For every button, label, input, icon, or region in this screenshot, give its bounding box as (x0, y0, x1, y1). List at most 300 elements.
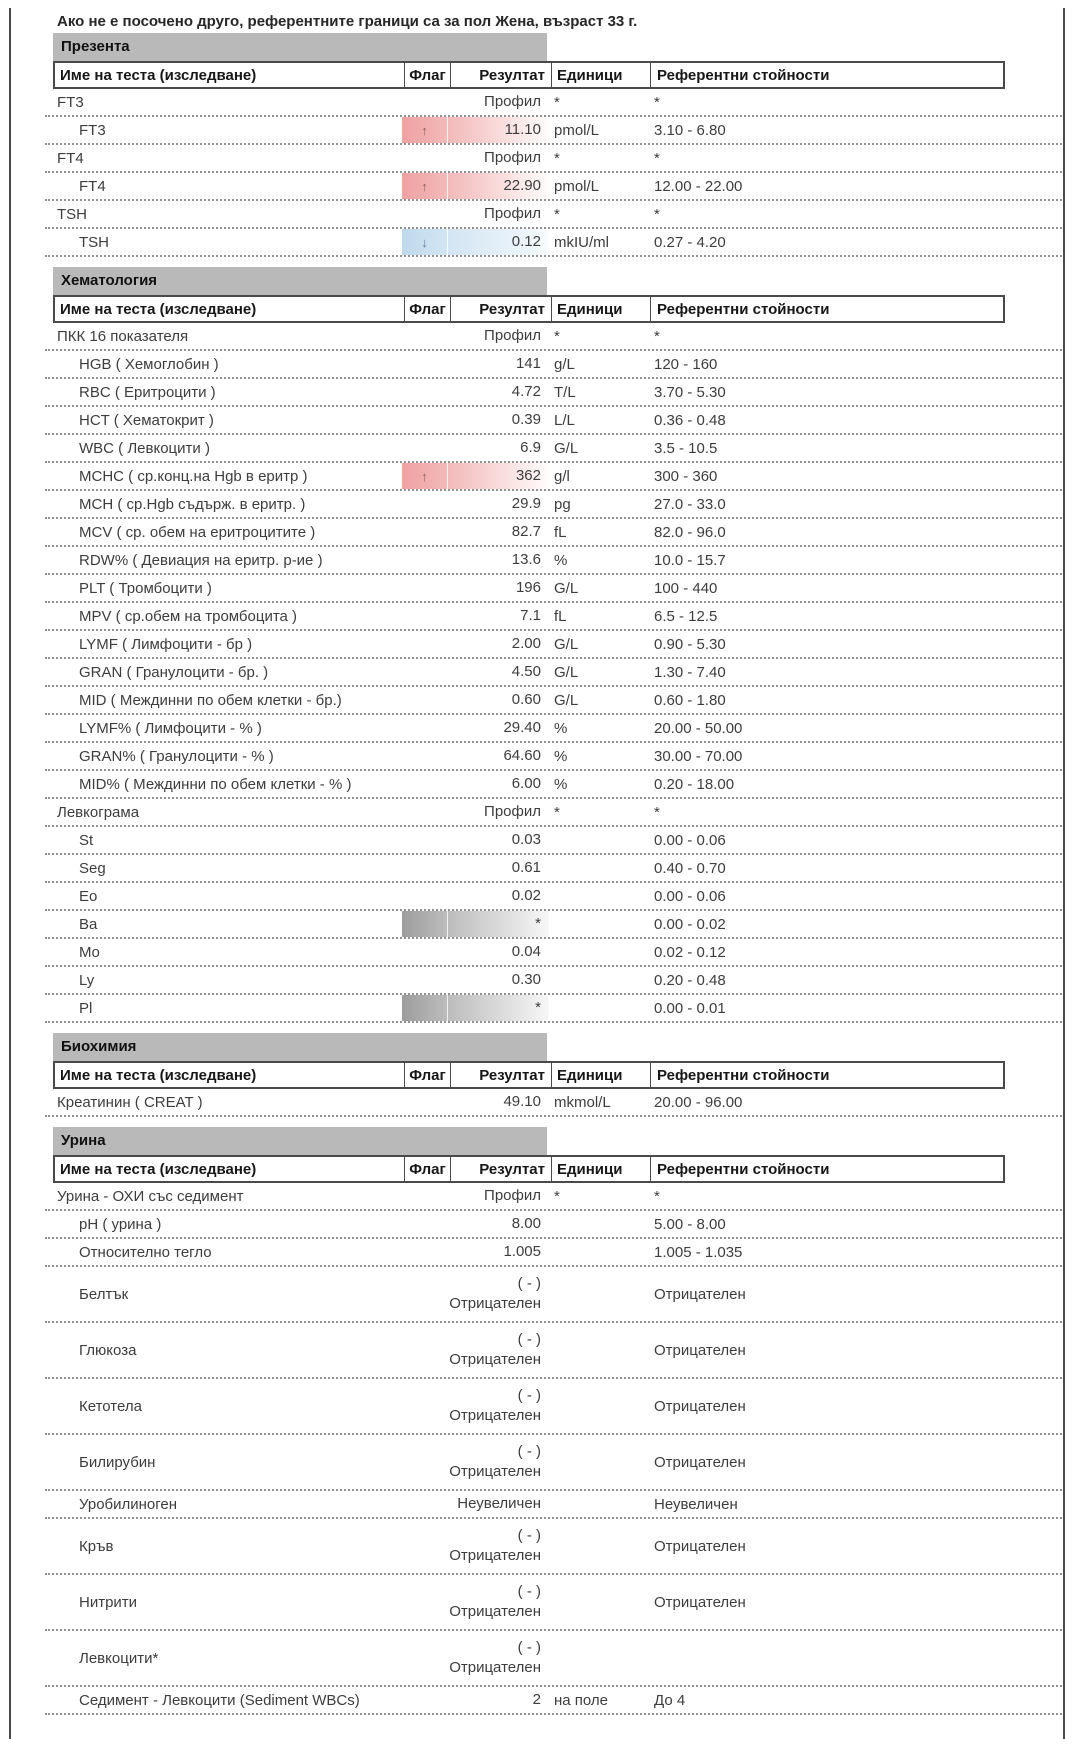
reference-range: До 4 (654, 1691, 686, 1709)
flag-cell (402, 575, 448, 601)
flag-cell (402, 379, 448, 405)
result-cell (448, 1323, 549, 1377)
flag-cell (402, 771, 448, 797)
result-value: 0.04 (511, 943, 541, 960)
result-value: 11.10 (504, 121, 541, 138)
table-header-row (53, 295, 1005, 323)
reference-range: 20.00 - 50.00 (654, 719, 743, 737)
result-cell (448, 855, 549, 881)
units-value (549, 883, 648, 909)
result-value: 2 (532, 1691, 541, 1708)
test-name: Eo (79, 887, 98, 905)
test-row (45, 1519, 1062, 1575)
table-header-row (53, 61, 1005, 89)
units-value: % (554, 719, 568, 737)
result-cell (448, 939, 549, 965)
row-spacer (1005, 145, 1062, 171)
result-value: 0.03 (511, 831, 541, 848)
units-value: G/L (554, 635, 579, 653)
test-name: Креатинин ( CREAT ) (57, 1093, 203, 1111)
units-value: на поле (554, 1691, 609, 1709)
units-value (549, 911, 648, 937)
result-cell (448, 547, 549, 573)
column-header-test-name: Име на теста (изследване) (60, 1066, 257, 1084)
section-title: Биохимия (53, 1033, 547, 1061)
row-spacer (1005, 995, 1062, 1021)
section-title: Хематология (53, 267, 547, 295)
result-value: 8.00 (511, 1215, 541, 1232)
test-row (45, 491, 1062, 519)
reference-range: * (654, 93, 660, 111)
reference-range: 0.36 - 0.48 (654, 411, 726, 429)
flag-cell (402, 117, 448, 143)
result-value-line2: Отрицателен (449, 1603, 541, 1620)
result-cell (448, 1631, 549, 1685)
result-value: 29.9 (511, 495, 541, 512)
test-row (45, 89, 1062, 117)
reference-range: 0.90 - 5.30 (654, 635, 726, 653)
row-spacer (1005, 323, 1062, 349)
result-value: ( - ) (517, 1527, 541, 1544)
test-row (45, 715, 1062, 743)
reference-range: 27.0 - 33.0 (654, 495, 726, 513)
test-name: Левкоцити* (79, 1649, 159, 1667)
test-row (45, 323, 1062, 351)
row-spacer (1005, 1491, 1062, 1517)
units-value: * (554, 803, 560, 821)
lab-report-sections (0, 33, 1080, 1715)
result-value: ( - ) (517, 1583, 541, 1600)
test-row (45, 1089, 1062, 1117)
column-header-test-name: Име на теста (изследване) (60, 66, 257, 84)
test-name: Билирубин (79, 1453, 156, 1471)
test-name: FT4 (57, 149, 84, 167)
reference-range: Отрицателен (654, 1537, 746, 1555)
result-value: 4.50 (511, 663, 541, 680)
units-value: % (554, 747, 568, 765)
reference-range: Отрицателен (654, 1341, 746, 1359)
test-name: ПКК 16 показателя (57, 327, 189, 345)
reference-range: * (654, 1187, 660, 1205)
result-value: 64.60 (503, 747, 541, 764)
reference-range: Неувеличен (654, 1495, 738, 1513)
reference-range: 300 - 360 (654, 467, 718, 485)
test-row (45, 201, 1062, 229)
test-name: LYMF ( Лимфоцити - бр ) (79, 635, 253, 653)
flag-cell (402, 1379, 448, 1433)
row-spacer (1005, 1323, 1062, 1377)
result-value: 0.60 (511, 691, 541, 708)
result-value: 196 (515, 579, 541, 596)
test-row (45, 883, 1062, 911)
flag-cell (402, 631, 448, 657)
units-value (549, 1211, 648, 1237)
result-cell (448, 435, 549, 461)
row-spacer (1005, 379, 1062, 405)
result-cell (448, 351, 549, 377)
reference-range: 1.30 - 7.40 (654, 663, 726, 681)
units-value: g/L (554, 355, 575, 373)
flag-cell (402, 1323, 448, 1377)
result-value: 0.39 (511, 411, 541, 428)
test-name: RBC ( Еритроцити ) (79, 383, 216, 401)
result-cell (448, 117, 549, 143)
units-value: T/L (554, 383, 576, 401)
flag-arrow-icon: ↑ (421, 122, 428, 138)
section-title: Презента (53, 33, 547, 61)
result-value: Профил (484, 327, 541, 344)
row-spacer (1005, 1575, 1062, 1629)
row-spacer (1005, 1211, 1062, 1237)
row-spacer (1005, 715, 1062, 741)
row-spacer (1005, 855, 1062, 881)
flag-cell (402, 173, 448, 199)
test-row (45, 911, 1062, 939)
test-name: FT4 (79, 177, 106, 195)
test-name: MCV ( ср. обем на еритроцитите ) (79, 523, 316, 541)
flag-cell (402, 1435, 448, 1489)
units-value: G/L (554, 691, 579, 709)
result-value: Профил (484, 1187, 541, 1204)
result-cell (448, 883, 549, 909)
flag-cell (402, 201, 448, 227)
result-cell (448, 1239, 549, 1265)
test-row (45, 1323, 1062, 1379)
result-value: ( - ) (517, 1387, 541, 1404)
flag-cell (402, 1183, 448, 1209)
reference-range: 0.40 - 0.70 (654, 859, 726, 877)
test-row (45, 519, 1062, 547)
units-value: g/l (554, 467, 570, 485)
row-spacer (1005, 519, 1062, 545)
column-header-reference: Референтни стойности (650, 1063, 1003, 1087)
test-row (45, 117, 1062, 145)
result-cell (448, 799, 549, 825)
test-row (45, 967, 1062, 995)
result-cell (448, 519, 549, 545)
test-name: GRAN ( Гранулоцити - бр. ) (79, 663, 269, 681)
units-value: * (554, 327, 560, 345)
test-row (45, 229, 1062, 257)
report-section (0, 1127, 1080, 1715)
result-value: 0.30 (511, 971, 541, 988)
result-cell (448, 603, 549, 629)
row-spacer (1005, 603, 1062, 629)
units-value: fL (554, 523, 567, 541)
reference-range: 3.10 - 6.80 (654, 121, 726, 139)
flag-cell (402, 491, 448, 517)
result-cell (448, 1211, 549, 1237)
test-name: PLT ( Тромбоцити ) (79, 579, 212, 597)
units-value: % (554, 551, 568, 569)
result-value-line2: Отрицателен (449, 1547, 541, 1564)
result-value: 6.00 (511, 775, 541, 792)
test-row (45, 463, 1062, 491)
test-name: TSH (57, 205, 87, 223)
flag-cell (402, 967, 448, 993)
test-row (45, 603, 1062, 631)
test-row (45, 659, 1062, 687)
flag-cell (402, 1089, 448, 1115)
test-name: MCH ( ср.Hgb съдърж. в еритр. ) (79, 495, 306, 513)
test-name: Кръв (79, 1537, 114, 1555)
flag-cell (402, 1267, 448, 1321)
units-value: pmol/L (554, 121, 600, 139)
flag-cell (402, 883, 448, 909)
test-name: Mo (79, 943, 100, 961)
flag-cell (402, 229, 448, 255)
row-spacer (1005, 547, 1062, 573)
row-spacer (1005, 463, 1062, 489)
test-name: HGB ( Хемоглобин ) (79, 355, 219, 373)
row-spacer (1005, 1267, 1062, 1321)
reference-range: 3.70 - 5.30 (654, 383, 726, 401)
test-name: Seg (79, 859, 106, 877)
result-value-line2: Отрицателен (449, 1407, 541, 1424)
result-cell (448, 687, 549, 713)
result-cell (448, 659, 549, 685)
test-row (45, 827, 1062, 855)
units-value (549, 939, 648, 965)
result-value: 1.005 (503, 1243, 541, 1260)
row-spacer (1005, 799, 1062, 825)
result-value: 82.7 (511, 523, 541, 540)
flag-cell (402, 855, 448, 881)
test-row (45, 145, 1062, 173)
test-name: WBC ( Левкоцити ) (79, 439, 210, 457)
result-cell (448, 631, 549, 657)
table-header-row (53, 1061, 1005, 1089)
row-spacer (1005, 967, 1062, 993)
result-value: 4.72 (511, 383, 541, 400)
units-value (549, 1323, 648, 1377)
test-row (45, 687, 1062, 715)
column-header-test-name: Име на теста (изследване) (60, 1160, 257, 1178)
units-value (549, 1491, 648, 1517)
column-header-test-name: Име на теста (изследване) (60, 300, 257, 318)
units-value: * (554, 149, 560, 167)
test-row (45, 1575, 1062, 1631)
reference-range: 0.60 - 1.80 (654, 691, 726, 709)
section-rows (45, 1089, 1062, 1117)
result-cell (448, 173, 549, 199)
test-row (45, 1631, 1062, 1687)
test-name: Ly (79, 971, 95, 989)
flag-cell (402, 715, 448, 741)
test-name: TSH (79, 233, 109, 251)
result-value: 7.1 (520, 607, 541, 624)
row-spacer (1005, 743, 1062, 769)
test-name: MPV ( ср.обем на тромбоцита ) (79, 607, 298, 625)
result-value: 6.9 (520, 439, 541, 456)
result-value: 362 (515, 467, 541, 484)
test-row (45, 575, 1062, 603)
reference-range: Отрицателен (654, 1593, 746, 1611)
flag-cell (402, 351, 448, 377)
units-value: * (554, 205, 560, 223)
column-header-units: Единици (551, 297, 650, 321)
reference-range: 1.005 - 1.035 (654, 1243, 743, 1261)
test-name: Уробилиноген (79, 1495, 178, 1513)
test-name: MID ( Междинни по обем клетки - бр.) (79, 691, 342, 709)
test-name: FT3 (79, 121, 106, 139)
test-name: HCT ( Хематокрит ) (79, 411, 214, 429)
result-cell (448, 1379, 549, 1433)
test-name: Левкограма (57, 803, 140, 821)
test-row (45, 995, 1062, 1023)
test-name: Глюкоза (79, 1341, 137, 1359)
result-cell (448, 743, 549, 769)
row-spacer (1005, 575, 1062, 601)
result-value-line2: Отрицателен (449, 1659, 541, 1676)
units-value: fL (554, 607, 567, 625)
test-name: RDW% ( Девиация на еритр. р-ие ) (79, 551, 323, 569)
flag-cell (402, 1211, 448, 1237)
section-rows (45, 1183, 1062, 1715)
test-name: Белтък (79, 1285, 129, 1303)
row-spacer (1005, 89, 1062, 115)
row-spacer (1005, 883, 1062, 909)
column-header-flag: Флаг (404, 1063, 450, 1087)
test-row (45, 1267, 1062, 1323)
units-value: pg (554, 495, 571, 513)
test-name: St (79, 831, 94, 849)
flag-cell (402, 659, 448, 685)
row-spacer (1005, 1183, 1062, 1209)
units-value: pmol/L (554, 177, 600, 195)
test-row (45, 1239, 1062, 1267)
column-header-reference: Референтни стойности (650, 1157, 1003, 1181)
column-header-flag: Флаг (404, 297, 450, 321)
reference-range: * (654, 803, 660, 821)
units-value (549, 827, 648, 853)
flag-cell (402, 145, 448, 171)
row-spacer (1005, 1687, 1062, 1713)
units-value: G/L (554, 439, 579, 457)
column-header-flag: Флаг (404, 63, 450, 87)
column-header-flag: Флаг (404, 1157, 450, 1181)
flag-cell (402, 463, 448, 489)
section-rows (45, 323, 1062, 1023)
row-spacer (1005, 407, 1062, 433)
result-value: 2.00 (511, 635, 541, 652)
reference-range (648, 1631, 1005, 1685)
result-value: Профил (484, 93, 541, 110)
row-spacer (1005, 771, 1062, 797)
result-cell (448, 323, 549, 349)
section-title: Урина (53, 1127, 547, 1155)
units-value: % (554, 775, 568, 793)
test-row (45, 855, 1062, 883)
result-value: ( - ) (517, 1443, 541, 1460)
test-name: Седимент - Левкоцити (Sediment WBCs) (79, 1691, 360, 1709)
reference-range: 10.0 - 15.7 (654, 551, 726, 569)
reference-range: 20.00 - 96.00 (654, 1093, 743, 1111)
reference-range: * (654, 205, 660, 223)
row-spacer (1005, 201, 1062, 227)
result-cell (448, 1491, 549, 1517)
result-value: Профил (484, 149, 541, 166)
units-value: * (554, 1187, 560, 1205)
result-value: 0.12 (511, 233, 541, 250)
result-cell (448, 911, 549, 937)
reference-range: 0.00 - 0.01 (654, 999, 726, 1017)
row-spacer (1005, 1519, 1062, 1573)
reference-range: 0.27 - 4.20 (654, 233, 726, 251)
result-value: 22.90 (503, 177, 541, 194)
report-section (0, 267, 1080, 1023)
result-cell (448, 491, 549, 517)
result-cell (448, 1519, 549, 1573)
row-spacer (1005, 631, 1062, 657)
test-name: Кетотела (79, 1397, 142, 1415)
column-header-result: Резултат (450, 1063, 551, 1087)
test-row (45, 547, 1062, 575)
result-cell (448, 229, 549, 255)
row-spacer (1005, 117, 1062, 143)
flag-cell (402, 435, 448, 461)
test-row (45, 1687, 1062, 1715)
result-cell (448, 1183, 549, 1209)
test-row (45, 1491, 1062, 1519)
flag-cell (402, 603, 448, 629)
result-cell (448, 715, 549, 741)
flag-cell (402, 1687, 448, 1713)
result-value: * (535, 999, 541, 1016)
test-row (45, 799, 1062, 827)
flag-cell (402, 1575, 448, 1629)
test-name: Относително тегло (79, 1243, 212, 1261)
flag-cell (402, 519, 448, 545)
test-row (45, 743, 1062, 771)
flag-cell (402, 547, 448, 573)
test-row (45, 1435, 1062, 1491)
row-spacer (1005, 491, 1062, 517)
flag-cell (402, 1239, 448, 1265)
result-cell (448, 1575, 549, 1629)
result-value: 49.10 (503, 1093, 541, 1110)
row-spacer (1005, 1435, 1062, 1489)
units-value (549, 1435, 648, 1489)
column-header-units: Единици (551, 1063, 650, 1087)
reference-range: * (654, 327, 660, 345)
flag-cell (402, 89, 448, 115)
units-value: mkmol/L (554, 1093, 611, 1111)
reference-range: 12.00 - 22.00 (654, 177, 743, 195)
test-row (45, 351, 1062, 379)
result-value-line2: Отрицателен (449, 1295, 541, 1312)
units-value: L/L (554, 411, 575, 429)
flag-cell (402, 1631, 448, 1685)
test-name: MID% ( Междинни по обем клетки - % ) (79, 775, 352, 793)
result-cell (448, 1435, 549, 1489)
test-row (45, 1183, 1062, 1211)
result-value: 141 (515, 355, 541, 372)
row-spacer (1005, 1089, 1062, 1115)
report-section (0, 1033, 1080, 1117)
reference-range: Отрицателен (654, 1285, 746, 1303)
flag-cell (402, 743, 448, 769)
reference-range: 3.5 - 10.5 (654, 439, 718, 457)
section-rows (45, 89, 1062, 257)
column-header-reference: Референтни стойности (650, 63, 1003, 87)
row-spacer (1005, 229, 1062, 255)
result-value: 29.40 (503, 719, 541, 736)
units-value (549, 855, 648, 881)
column-header-units: Единици (551, 1157, 650, 1181)
column-header-reference: Референтни стойности (650, 297, 1003, 321)
reference-range: 5.00 - 8.00 (654, 1215, 726, 1233)
